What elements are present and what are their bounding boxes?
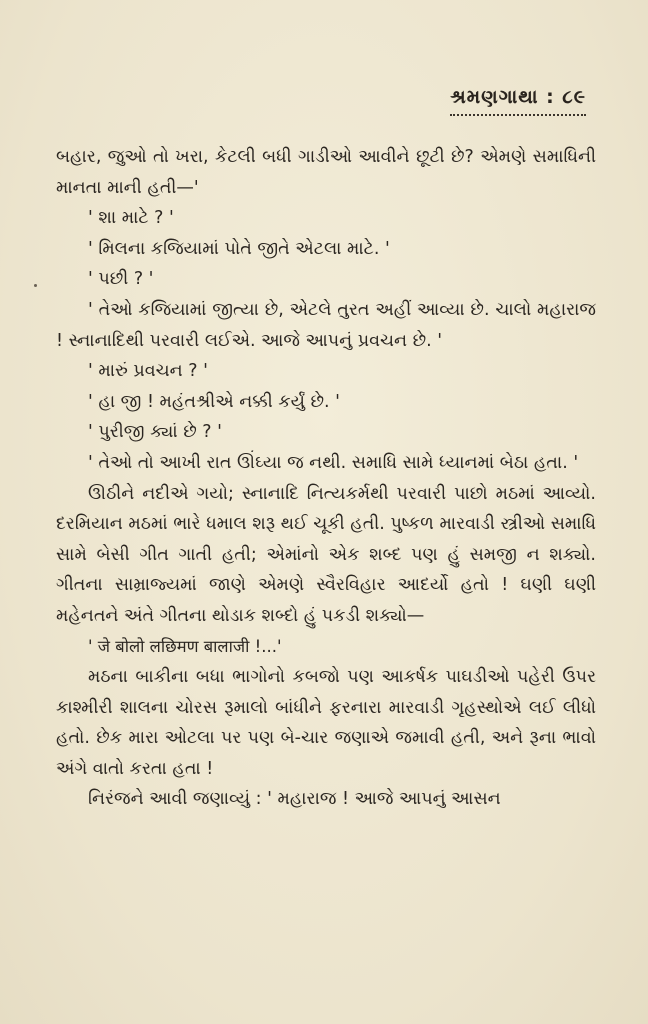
dialogue-line: ' મારું પ્રવચન ? ' — [88, 361, 208, 382]
song-line: ' जे बोलो लछिमण बालाजी !...' — [88, 636, 282, 656]
dialogue-line: ' પછી ? ' — [88, 269, 154, 290]
ink-speck — [34, 284, 37, 287]
running-header — [450, 86, 586, 116]
dialogue-line: ' પુરીજી ક્યાં છે ? ' — [88, 422, 222, 443]
dialogue-line: ' તેઓ તો આખી રાત ઊંઘ્યા જ નથી. સમાધિ સામે ધ્યાનમાં બેઠા હતા. ' — [88, 452, 579, 473]
paragraph: ઊઠીને નદીએ ગયો; સ્નાનાદિ નિત્યકર્મથી પરવારી પાછો મઠમાં આવ્યો. દરમિયાન મઠમાં ભારે ધમાલ શરૂ થઈ ચૂકી હતી. પુષ્કળ મારવાડી સ્ત્રીઓ સમાધિ સામે બેસી ગીત ગાતી હતી; એમાંનો એક શબ્દ પણ હું સમજી ન શક્યો. ગીતના સામ્રાજ્યમાં જાણે એમણે સ્વૈરવિહાર આદર્યો હતો ! ઘણી ઘણી મહેનતને અંતે ગીતના થોડાક શબ્દો હું પકડી શક્યો— — [56, 483, 596, 626]
dialogue-line: ' હા જી ! મહંતશ્રીએ નક્કી કર્યું છે. ' — [88, 391, 340, 412]
dialogue-line: ' તેઓ કજિયામાં જીત્યા છે, એટલે તુરત અહીં આવ્યા છે. ચાલો મહારાજ ! સ્નાનાદિથી પરવારી લઈએ. આજે આપનું પ્રવચન છે. ' — [56, 299, 596, 351]
header-underline — [450, 110, 586, 116]
dialogue-line: ' શા માટે ? ' — [88, 208, 174, 229]
paragraph: બહાર, જુઓ તો ખરા, કેટલી બધી ગાડીઓ આવીને છૂટી છે? એમણે સમાધિની માનતા માની હતી—' — [56, 147, 596, 198]
paragraph: નિરંજને આવી જણાવ્યું : ' મહારાજ ! આજે આપનું આસન — [88, 789, 501, 810]
paragraph: મઠના બાકીના બધા ભાગોનો કબજો પણ આકર્ષક પાઘડીઓ પહેરી ઉપર કાશ્મીરી શાલના ચોરસ રૂમાલો બાંધીને ફરનારા મારવાડી ગૃહસ્થોએ લઈ લીધો હતો. છેક મારા ઓટલા પર પણ બે-ચાર જણાએ જમાવી હતી, અને રૂના ભાવો અંગે વાતો કરતા હતા ! — [56, 667, 596, 779]
page-body — [56, 142, 596, 815]
dialogue-line: ' મિલના કજિયામાં પોતે જીતે એટલા માટે. ' — [88, 238, 390, 259]
running-title: શ્રમણગાથા : ૮૯ — [450, 86, 586, 108]
